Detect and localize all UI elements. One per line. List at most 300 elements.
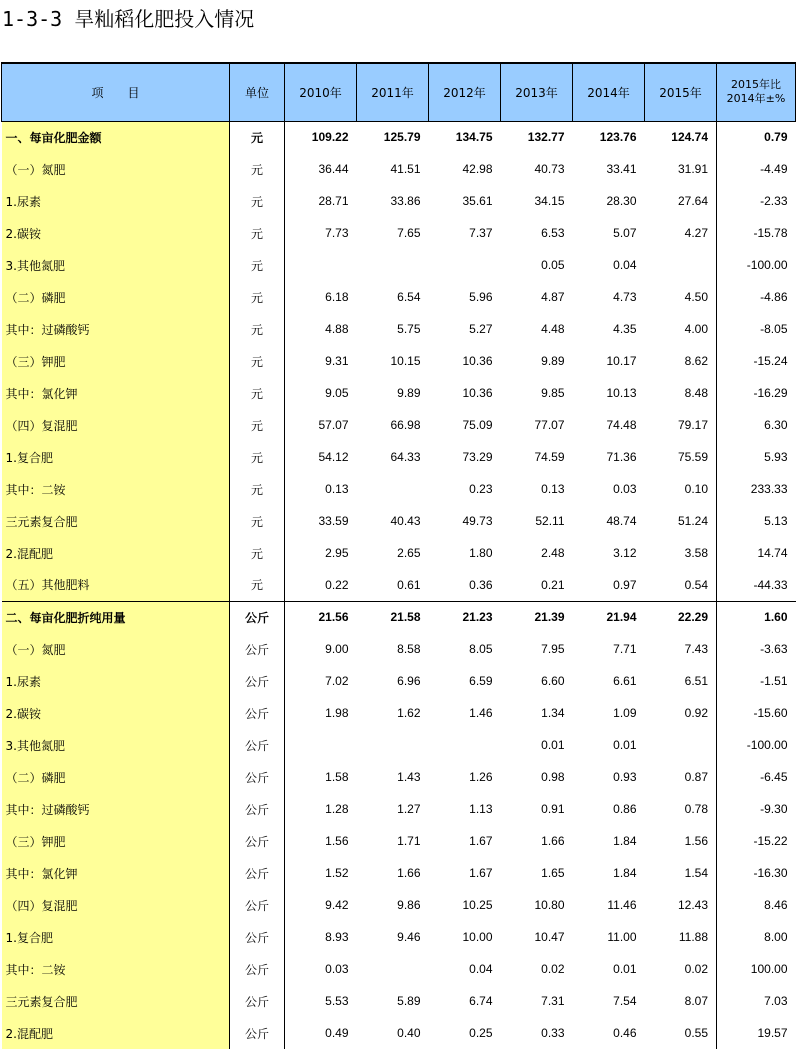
row-label: 二、每亩化肥折纯用量 <box>2 601 230 633</box>
value-2011: 33.86 <box>390 194 421 208</box>
row-unit: 元 <box>230 473 285 505</box>
value-2014: 10.13 <box>606 386 637 400</box>
value-2011: 5.75 <box>397 322 421 336</box>
row-unit: 公斤 <box>230 921 285 953</box>
table-row <box>2 729 796 761</box>
value-2010: 0.03 <box>325 962 349 976</box>
value-2010: 1.52 <box>325 866 349 880</box>
value-2013: 132.77 <box>527 130 565 145</box>
value-2010: 1.98 <box>325 706 349 720</box>
value-2011: 40.43 <box>390 514 421 528</box>
row-label: （一）氮肥 <box>2 633 230 665</box>
row-label: （五）其他肥料 <box>2 569 230 601</box>
row-label: 2.混配肥 <box>2 537 230 569</box>
header-year-2011: 2011年 <box>357 63 429 121</box>
value-2013: 21.39 <box>501 601 573 633</box>
table-row <box>2 665 796 697</box>
table-row <box>2 985 796 1017</box>
table-row <box>2 953 796 985</box>
value-2015: 31.91 <box>645 153 717 185</box>
value-2012: 134.75 <box>455 130 493 145</box>
header-year-2012: 2012年 <box>429 63 501 121</box>
value-2014: 33.41 <box>606 162 637 176</box>
value-2011: 21.58 <box>357 601 429 633</box>
value-2013: 0.21 <box>541 577 565 592</box>
value-2015: 124.74 <box>645 121 717 153</box>
value-2010: 1.28 <box>325 802 349 816</box>
row-unit: 公斤 <box>230 633 285 665</box>
table-row <box>2 537 796 569</box>
value-2014: 11.46 <box>607 898 637 912</box>
value-2013: 2.48 <box>541 546 565 560</box>
value-2013: 10.47 <box>534 930 565 944</box>
value-2011 <box>357 249 429 281</box>
row-unit: 公斤 <box>230 953 285 985</box>
value-2011: 41.51 <box>390 162 421 176</box>
table-row <box>2 313 796 345</box>
row-label: 1.复合肥 <box>2 441 230 473</box>
value-2014: 4.35 <box>613 322 637 336</box>
value-2012: 6.59 <box>469 674 493 688</box>
value-2013: 9.85 <box>541 386 565 400</box>
value-change-ratio: 8.46 <box>764 898 788 912</box>
row-unit: 元 <box>230 153 285 185</box>
value-change-ratio: 19.57 <box>757 1026 788 1040</box>
value-2012: 1.67 <box>469 834 493 848</box>
value-change-ratio: -16.29 <box>753 386 788 400</box>
value-2010: 21.56 <box>285 601 357 633</box>
value-change-ratio: -100.00 <box>746 258 788 272</box>
value-2011: 9.89 <box>397 386 421 400</box>
table-row <box>2 921 796 953</box>
value-2011: 0.40 <box>397 1026 421 1040</box>
value-2012: 1.13 <box>469 802 493 816</box>
value-2011: 10.15 <box>390 354 421 368</box>
row-unit: 公斤 <box>230 1017 285 1049</box>
value-2015: 4.27 <box>645 217 717 249</box>
value-2010: 7.02 <box>325 674 349 688</box>
value-2013: 77.07 <box>534 418 565 432</box>
row-label: （四）复混肥 <box>2 889 230 921</box>
value-2014: 5.07 <box>613 226 637 240</box>
value-2011 <box>357 953 429 985</box>
value-2013: 1.65 <box>541 866 565 880</box>
row-label: 其中：氯化钾 <box>2 377 230 409</box>
value-2015: 11.88 <box>645 921 717 953</box>
table-row <box>2 121 796 153</box>
value-2012: 1.80 <box>469 546 493 560</box>
table-row <box>2 409 796 441</box>
value-2011: 9.46 <box>397 930 421 944</box>
value-change-ratio: 5.13 <box>764 514 788 528</box>
row-unit: 元 <box>230 537 285 569</box>
value-2010: 7.73 <box>325 226 349 240</box>
row-label: 三元素复合肥 <box>2 985 230 1017</box>
value-2013: 40.73 <box>534 162 565 176</box>
row-unit: 公斤 <box>230 665 285 697</box>
value-change-ratio: 100.00 <box>750 962 788 976</box>
value-2015: 8.62 <box>645 345 717 377</box>
row-label: 一、每亩化肥金额 <box>2 121 230 153</box>
value-2010: 8.93 <box>325 930 349 944</box>
row-label: 2.混配肥 <box>2 1017 230 1049</box>
value-2012: 73.29 <box>462 450 493 464</box>
value-2010: 109.22 <box>311 130 349 145</box>
table-row <box>2 569 796 601</box>
value-2015: 0.78 <box>645 793 717 825</box>
row-label: 3.其他氮肥 <box>2 729 230 761</box>
value-2015: 12.43 <box>645 889 717 921</box>
row-unit: 元 <box>230 281 285 313</box>
row-unit: 元 <box>230 185 285 217</box>
value-2010: 4.88 <box>325 322 349 336</box>
value-2014: 0.86 <box>613 802 637 816</box>
row-label: 其中：过磷酸钙 <box>2 793 230 825</box>
value-2011: 5.89 <box>397 994 421 1008</box>
value-2012: 42.98 <box>462 162 493 176</box>
value-2011: 7.65 <box>397 226 421 240</box>
value-2010: 57.07 <box>318 418 349 432</box>
value-2013: 0.02 <box>541 962 565 976</box>
value-2010: 9.31 <box>325 354 349 368</box>
value-2011 <box>357 729 429 761</box>
value-2013: 9.89 <box>541 354 565 368</box>
value-2012: 10.36 <box>462 354 493 368</box>
row-label: 1.尿素 <box>2 185 230 217</box>
value-2010: 5.53 <box>325 994 349 1008</box>
row-unit: 元 <box>230 249 285 281</box>
header-item: 项 目 <box>2 63 230 121</box>
row-label: 2.碳铵 <box>2 217 230 249</box>
value-2010 <box>285 249 357 281</box>
table-row <box>2 249 796 281</box>
row-label: （二）磷肥 <box>2 281 230 313</box>
value-change-ratio: 233.33 <box>750 482 788 496</box>
value-2014: 10.17 <box>606 354 637 368</box>
header-year-2015: 2015年 <box>645 63 717 121</box>
row-label: 3.其他氮肥 <box>2 249 230 281</box>
value-2013: 4.48 <box>541 322 565 336</box>
header-row <box>2 63 796 121</box>
row-unit: 元 <box>230 121 285 153</box>
value-change-ratio: -15.22 <box>753 834 788 848</box>
value-2012: 75.09 <box>462 418 493 432</box>
value-change-ratio: -9.30 <box>760 802 788 816</box>
value-change-ratio: -44.33 <box>753 577 788 592</box>
value-2013: 0.05 <box>541 258 565 272</box>
value-2012: 8.05 <box>469 642 493 656</box>
value-2011 <box>357 473 429 505</box>
value-2010: 6.18 <box>325 290 349 304</box>
header-year-2014: 2014年 <box>573 63 645 121</box>
value-2015: 1.54 <box>645 857 717 889</box>
value-2010: 1.58 <box>325 770 349 784</box>
value-2014: 1.84 <box>613 866 637 880</box>
value-2013: 0.01 <box>541 738 565 752</box>
row-unit: 元 <box>230 313 285 345</box>
value-2014: 0.04 <box>613 258 637 272</box>
value-2012: 5.96 <box>469 290 493 304</box>
table-title: 旱籼稻化肥投入情况 <box>74 7 255 31</box>
value-2014: 11.00 <box>607 930 637 944</box>
table-row <box>2 697 796 729</box>
value-2010: 28.71 <box>318 194 349 208</box>
value-change-ratio: 6.30 <box>764 418 788 432</box>
value-2014: 6.61 <box>613 674 637 688</box>
table-row <box>2 889 796 921</box>
value-2014: 7.54 <box>613 994 637 1008</box>
value-2013: 1.66 <box>541 834 565 848</box>
row-unit: 公斤 <box>230 889 285 921</box>
value-2014: 48.74 <box>606 514 637 528</box>
value-2011: 125.79 <box>383 130 421 145</box>
header-change-ratio <box>717 63 796 121</box>
value-2015: 7.43 <box>645 633 717 665</box>
value-change-ratio: -16.30 <box>753 866 788 880</box>
table-row <box>2 505 796 537</box>
fertilizer-input-table <box>1 62 796 1049</box>
value-change-ratio: -15.60 <box>753 706 788 720</box>
row-label: 三元素复合肥 <box>2 505 230 537</box>
value-2015: 4.00 <box>645 313 717 345</box>
value-2010: 0.13 <box>325 482 349 496</box>
table-row <box>2 761 796 793</box>
table-row <box>2 473 796 505</box>
value-2014: 7.71 <box>613 642 637 656</box>
row-unit: 元 <box>230 569 285 601</box>
value-2014: 123.76 <box>599 130 637 145</box>
value-2011: 66.98 <box>390 418 421 432</box>
value-2013: 0.91 <box>541 802 565 816</box>
row-unit: 公斤 <box>230 857 285 889</box>
value-2015: 8.48 <box>645 377 717 409</box>
table-row <box>2 793 796 825</box>
value-2014: 28.30 <box>606 194 637 208</box>
value-2015: 3.58 <box>645 537 717 569</box>
value-2015: 0.55 <box>645 1017 717 1049</box>
value-change-ratio: 7.03 <box>764 994 788 1008</box>
table-row <box>2 377 796 409</box>
value-change-ratio: -100.00 <box>746 738 788 752</box>
row-label: 其中：氯化钾 <box>2 857 230 889</box>
value-2012: 35.61 <box>462 194 493 208</box>
row-label: 其中：二铵 <box>2 473 230 505</box>
value-change-ratio: 1.60 <box>717 601 796 633</box>
value-2012: 10.00 <box>462 930 493 944</box>
value-2012: 6.74 <box>469 994 493 1008</box>
row-unit: 元 <box>230 441 285 473</box>
table-row <box>2 217 796 249</box>
value-2010: 36.44 <box>318 162 349 176</box>
row-label: （四）复混肥 <box>2 409 230 441</box>
value-2013: 74.59 <box>534 450 565 464</box>
value-2012: 7.37 <box>469 226 493 240</box>
row-label: （三）钾肥 <box>2 345 230 377</box>
table-row <box>2 1017 796 1049</box>
value-2012: 1.26 <box>469 770 493 784</box>
value-2013: 4.87 <box>541 290 565 304</box>
header-change-ratio-line2: 2014年±% <box>726 92 786 106</box>
row-label: 1.尿素 <box>2 665 230 697</box>
row-label: （三）钾肥 <box>2 825 230 857</box>
value-2015: 0.02 <box>645 953 717 985</box>
header-year-2010: 2010年 <box>285 63 357 121</box>
value-2012: 21.23 <box>429 601 501 633</box>
value-2014: 3.12 <box>613 546 637 560</box>
value-2011: 1.43 <box>397 770 421 784</box>
value-2013: 7.95 <box>541 642 565 656</box>
value-change-ratio: -6.45 <box>760 770 788 784</box>
value-2014: 74.48 <box>606 418 637 432</box>
value-2015: 22.29 <box>645 601 717 633</box>
value-change-ratio: -3.63 <box>760 642 788 656</box>
header-unit: 单位 <box>230 63 285 121</box>
value-2014: 0.93 <box>613 770 637 784</box>
row-unit: 公斤 <box>230 793 285 825</box>
table-number: 1-3-3 <box>2 7 63 31</box>
table-row <box>2 153 796 185</box>
value-2015 <box>645 729 717 761</box>
value-2012 <box>429 249 501 281</box>
row-label: 1.复合肥 <box>2 921 230 953</box>
value-2010: 9.05 <box>325 386 349 400</box>
row-unit: 公斤 <box>230 697 285 729</box>
value-2013: 0.98 <box>541 770 565 784</box>
value-2011: 1.27 <box>397 802 421 816</box>
value-2010: 9.00 <box>325 642 349 656</box>
value-2012: 10.25 <box>462 898 493 912</box>
value-2010: 33.59 <box>318 514 349 528</box>
value-2010: 2.95 <box>325 546 349 560</box>
row-label: （一）氮肥 <box>2 153 230 185</box>
header-change-ratio-line1: 2015年比 <box>731 78 781 92</box>
value-2015: 0.92 <box>645 697 717 729</box>
value-2011: 8.58 <box>397 642 421 656</box>
value-2013: 52.11 <box>535 514 565 528</box>
row-unit: 元 <box>230 409 285 441</box>
row-unit: 公斤 <box>230 761 285 793</box>
value-2015: 79.17 <box>645 409 717 441</box>
value-change-ratio: -8.05 <box>760 322 788 336</box>
value-2012: 49.73 <box>462 514 493 528</box>
value-2015: 6.51 <box>645 665 717 697</box>
value-change-ratio: -1.51 <box>760 674 788 688</box>
value-2012: 1.67 <box>469 866 493 880</box>
value-2014: 0.46 <box>613 1026 637 1040</box>
value-change-ratio: -15.24 <box>753 354 788 368</box>
value-2010: 0.22 <box>325 577 349 592</box>
value-2010: 54.12 <box>318 450 349 464</box>
table-row <box>2 633 796 665</box>
value-2015: 1.56 <box>645 825 717 857</box>
row-unit: 公斤 <box>230 729 285 761</box>
value-2015: 0.54 <box>645 569 717 601</box>
row-unit: 元 <box>230 345 285 377</box>
row-unit: 公斤 <box>230 601 285 633</box>
value-2012: 0.25 <box>469 1026 493 1040</box>
value-2014: 0.01 <box>613 738 637 752</box>
value-2010: 9.42 <box>325 898 349 912</box>
value-2011: 0.61 <box>397 577 421 592</box>
value-2011: 9.86 <box>397 898 421 912</box>
value-2010: 1.56 <box>325 834 349 848</box>
value-2013: 34.15 <box>534 194 565 208</box>
value-change-ratio: -4.49 <box>760 162 788 176</box>
value-2011: 1.66 <box>397 866 421 880</box>
value-2015: 51.24 <box>645 505 717 537</box>
value-2012: 0.23 <box>469 482 493 496</box>
row-label: （二）磷肥 <box>2 761 230 793</box>
value-2015 <box>645 249 717 281</box>
value-2014: 0.01 <box>613 962 637 976</box>
value-2012: 10.36 <box>462 386 493 400</box>
value-2015: 8.07 <box>645 985 717 1017</box>
header-year-2013: 2013年 <box>501 63 573 121</box>
row-unit: 元 <box>230 377 285 409</box>
value-2013: 7.31 <box>541 994 565 1008</box>
value-change-ratio: -15.78 <box>753 226 788 240</box>
value-change-ratio: -4.86 <box>760 290 788 304</box>
value-2014: 0.03 <box>613 482 637 496</box>
value-2014: 21.94 <box>573 601 645 633</box>
value-2012: 5.27 <box>469 322 493 336</box>
row-label: 其中：过磷酸钙 <box>2 313 230 345</box>
value-2011: 6.96 <box>397 674 421 688</box>
row-unit: 公斤 <box>230 985 285 1017</box>
row-unit: 元 <box>230 217 285 249</box>
row-unit: 元 <box>230 505 285 537</box>
table-row <box>2 825 796 857</box>
row-label: 其中：二铵 <box>2 953 230 985</box>
table-row <box>2 281 796 313</box>
value-2010 <box>285 729 357 761</box>
value-2014: 1.09 <box>613 706 637 720</box>
value-2013: 0.33 <box>541 1026 565 1040</box>
value-2011: 64.33 <box>390 450 421 464</box>
value-2010: 0.49 <box>325 1026 349 1040</box>
row-label: 2.碳铵 <box>2 697 230 729</box>
value-change-ratio: 0.79 <box>764 130 788 145</box>
table-row <box>2 185 796 217</box>
value-2013: 1.34 <box>541 706 565 720</box>
value-2011: 1.62 <box>397 706 421 720</box>
value-2012: 0.04 <box>469 962 493 976</box>
value-2015: 75.59 <box>645 441 717 473</box>
value-2015: 27.64 <box>645 185 717 217</box>
value-2011: 1.71 <box>397 834 421 848</box>
value-2015: 4.50 <box>645 281 717 313</box>
value-2014: 1.84 <box>613 834 637 848</box>
row-unit: 公斤 <box>230 825 285 857</box>
value-2011: 6.54 <box>397 290 421 304</box>
value-2013: 6.53 <box>541 226 565 240</box>
value-2015: 0.10 <box>645 473 717 505</box>
table-body <box>2 121 796 1049</box>
table-row <box>2 441 796 473</box>
value-2014: 0.97 <box>613 577 637 592</box>
page-title <box>2 4 254 34</box>
value-change-ratio: -2.33 <box>760 194 788 208</box>
value-2014: 71.36 <box>606 450 637 464</box>
value-2011: 2.65 <box>397 546 421 560</box>
value-2012: 0.36 <box>469 577 493 592</box>
value-2013: 10.80 <box>534 898 565 912</box>
value-2012: 1.46 <box>469 706 493 720</box>
value-2014: 4.73 <box>613 290 637 304</box>
value-change-ratio: 5.93 <box>764 450 788 464</box>
table-row <box>2 345 796 377</box>
value-2015: 0.87 <box>645 761 717 793</box>
